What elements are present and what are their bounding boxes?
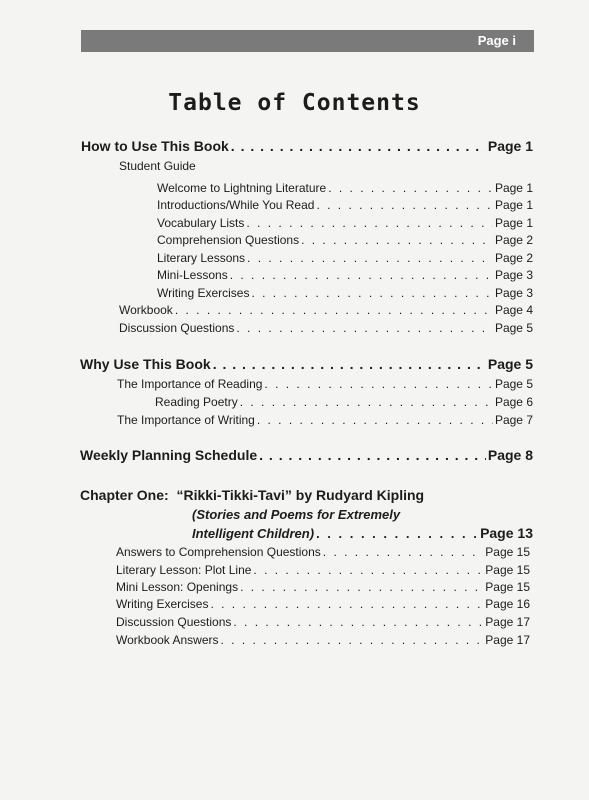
toc-subentry (157, 198, 533, 212)
toc-entry-page: Page 17 (485, 615, 530, 629)
toc-subentry (157, 268, 533, 282)
toc-entry-page: Page 15 (485, 580, 530, 594)
toc-subentry (116, 563, 530, 577)
chapter-one-heading (80, 487, 424, 503)
toc-entry-label: Comprehension Questions (157, 233, 300, 247)
toc-entry-page: Page 3 (494, 286, 533, 300)
toc-entry-label: Discussion Questions (119, 321, 235, 335)
toc-entry-label: Introductions/While You Read (157, 198, 315, 212)
toc-entry-page: Page 4 (494, 303, 533, 317)
toc-entry-label: Welcome to Lightning Literature (157, 181, 327, 195)
dot-leader (231, 138, 486, 154)
toc-entry-page: Page 6 (494, 395, 533, 409)
toc-entry-page: Page 15 (485, 545, 530, 559)
dot-leader (253, 563, 483, 577)
dot-leader (259, 447, 486, 463)
chapter-source-line-1: (Stories and Poems for Extremely (192, 507, 401, 522)
toc-subentry (155, 395, 533, 409)
toc-entry-label: Answers to Comprehension Questions (116, 545, 321, 559)
toc-entry-page: Page 17 (485, 633, 530, 647)
toc-entry-page: Page 2 (494, 233, 533, 247)
toc-entry-page: Page 5 (494, 321, 533, 335)
dot-leader (221, 633, 484, 647)
toc-entry-page: Page 1 (494, 198, 533, 212)
page-header-bar (81, 30, 534, 52)
toc-subentry (116, 615, 530, 629)
toc-subentry (117, 377, 533, 391)
toc-entry-label: Literary Lessons (157, 251, 246, 265)
dot-leader (230, 268, 493, 282)
toc-entry-page: Page 8 (487, 447, 533, 463)
toc-entry-page: Page 16 (485, 597, 530, 611)
toc-subentry (116, 580, 530, 594)
dot-leader (175, 303, 493, 317)
chapter-source-line-2 (192, 525, 533, 541)
toc-entry-weekly-schedule (80, 447, 533, 463)
toc-entry-page: Page 1 (494, 181, 533, 195)
toc-entry-label: Weekly Planning Schedule (80, 447, 258, 463)
dot-leader (257, 413, 493, 427)
toc-entry-label: The Importance of Reading (117, 377, 263, 391)
dot-leader (240, 580, 483, 594)
dot-leader (233, 615, 483, 629)
toc-entry-how-to-use (81, 138, 533, 154)
page-number-label: Page i (477, 33, 516, 48)
toc-subentry (119, 321, 533, 335)
toc-subentry (119, 303, 533, 317)
dot-leader (251, 286, 492, 300)
toc-entry-label: Workbook Answers (116, 633, 219, 647)
toc-entry-page: Page 5 (487, 356, 533, 372)
toc-subentry (117, 413, 533, 427)
toc-entry-label: Reading Poetry (155, 395, 238, 409)
toc-entry-label: Mini Lesson: Openings (116, 580, 239, 594)
dot-leader (246, 216, 493, 230)
dot-leader (316, 198, 493, 212)
toc-entry-page: Page 15 (485, 563, 530, 577)
toc-entry-page: Page 1 (487, 138, 533, 154)
toc-subentry (157, 251, 533, 265)
toc-entry-label: Mini-Lessons (157, 268, 228, 282)
toc-subentry (116, 545, 530, 559)
toc-subentry (116, 633, 530, 647)
toc-subentry (157, 286, 533, 300)
dot-leader (323, 545, 484, 559)
toc-entry-label: Workbook (119, 303, 173, 317)
toc-entry-page: Page 3 (494, 268, 533, 282)
dot-leader (328, 181, 493, 195)
dot-leader (247, 251, 493, 265)
dot-leader (236, 321, 493, 335)
chapter-number: Chapter One: (80, 487, 169, 503)
toc-entry-label: Discussion Questions (116, 615, 232, 629)
toc-entry-label: Vocabulary Lists (157, 216, 245, 230)
toc-entry-label: How to Use This Book (81, 138, 229, 154)
toc-subentry (157, 233, 533, 247)
toc-entry-label: Why Use This Book (80, 356, 211, 372)
page-title: Table of Contents (168, 90, 421, 116)
toc-subentry (116, 597, 530, 611)
toc-entry-why-use (80, 356, 533, 372)
toc-entry-page: Page 2 (494, 251, 533, 265)
toc-entry-page: Page 7 (494, 413, 533, 427)
toc-entry-label: Writing Exercises (157, 286, 250, 300)
student-guide-label: Student Guide (119, 159, 196, 173)
toc-entry-label: The Importance of Writing (117, 413, 255, 427)
dot-leader (240, 395, 493, 409)
toc-subentry (157, 216, 533, 230)
dot-leader (316, 526, 478, 541)
toc-subentry (157, 181, 533, 195)
toc-entry-label: Literary Lesson: Plot Line (116, 563, 252, 577)
toc-entry-label: Writing Exercises (116, 597, 209, 611)
chapter-title: “Rikki-Tikki-Tavi” by Rudyard Kipling (176, 487, 425, 503)
toc-entry-label: Intelligent Children) (192, 526, 315, 541)
dot-leader (301, 233, 493, 247)
toc-entry-page: Page 1 (494, 216, 533, 230)
dot-leader (264, 377, 493, 391)
toc-entry-page: Page 13 (480, 525, 533, 541)
dot-leader (213, 356, 486, 372)
toc-entry-page: Page 5 (494, 377, 533, 391)
dot-leader (210, 597, 483, 611)
